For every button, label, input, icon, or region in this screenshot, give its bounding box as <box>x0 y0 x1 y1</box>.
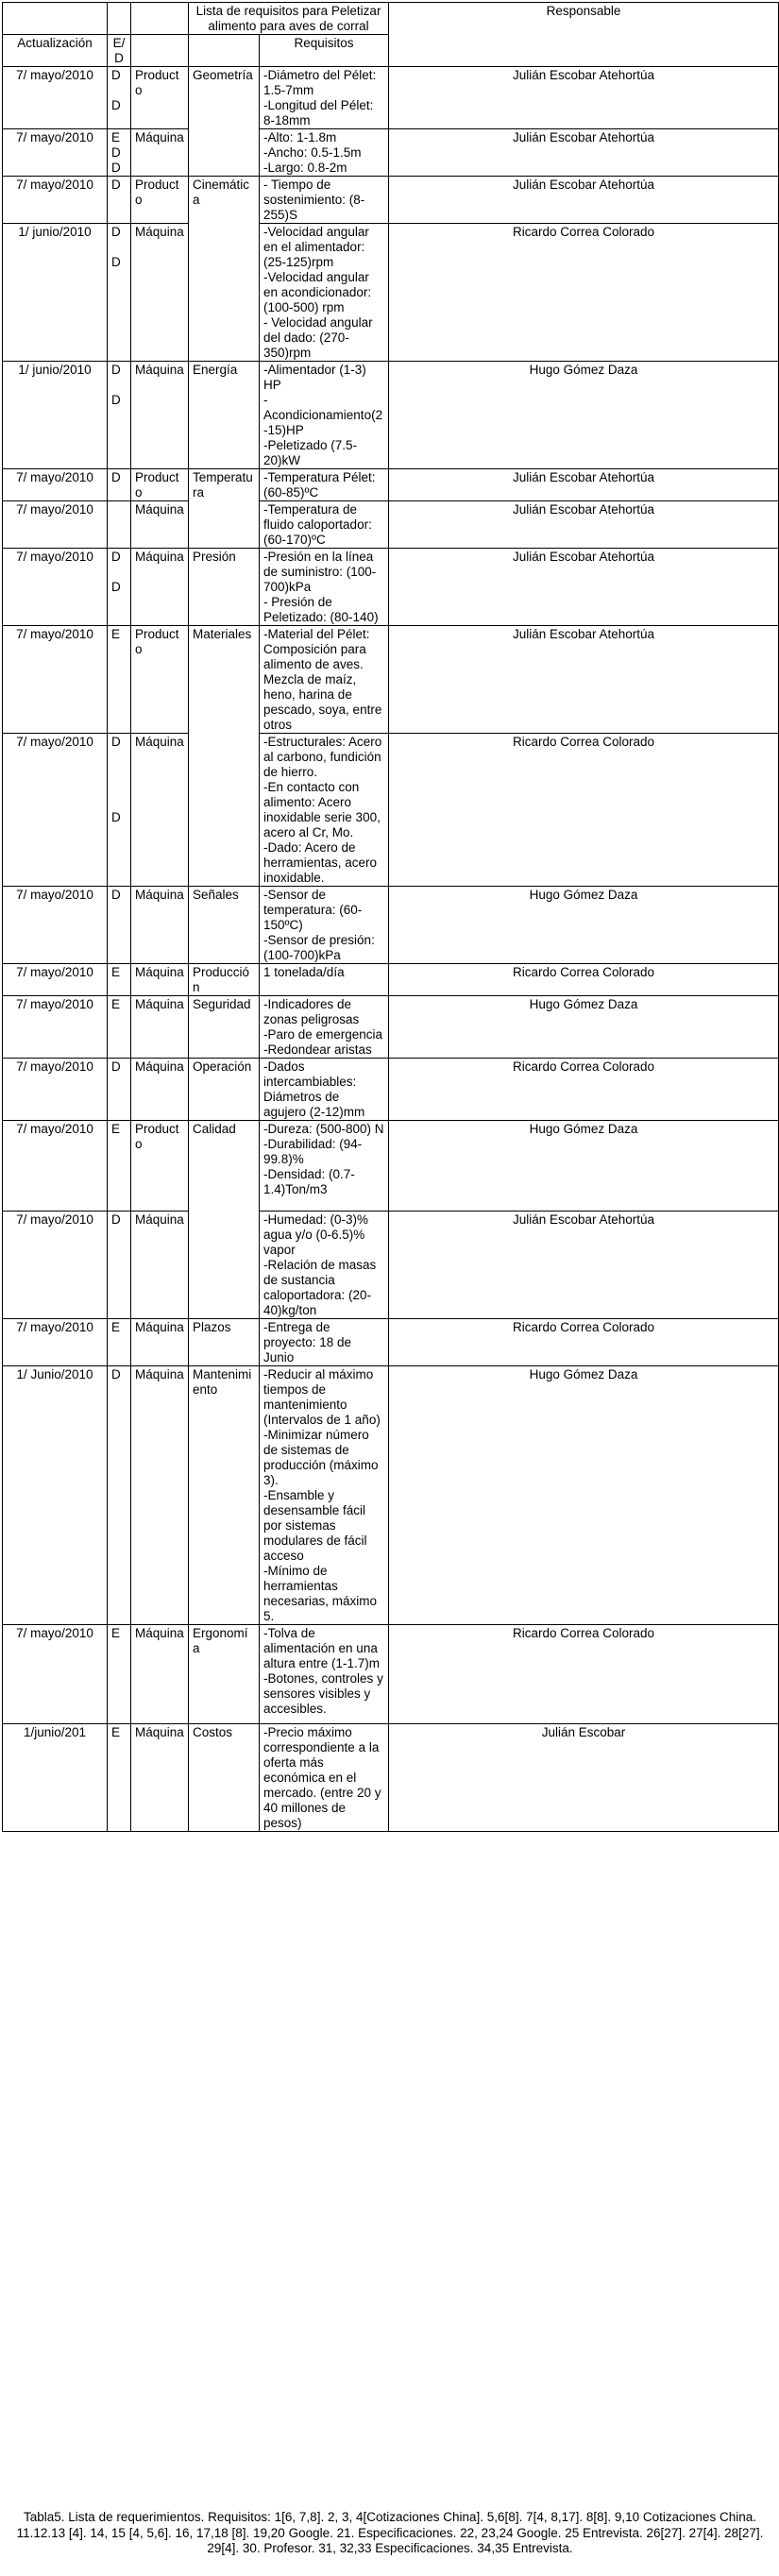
requisito-cell <box>260 1724 389 1832</box>
table-row <box>3 224 779 362</box>
categoria-cell: Mantenimiento <box>189 1366 260 1625</box>
requisito-line: -Dados intercambiables: Diámetros de agujero (2-12)mm <box>263 1059 365 1119</box>
ed-cell <box>108 1366 131 1625</box>
tipo-cell: Producto <box>131 626 189 734</box>
requisito-line: -Presión en la línea de suministro: (100-700)kPa <box>263 550 377 594</box>
actualizacion-cell: 7/ mayo/2010 <box>3 1121 108 1212</box>
categoria-cell: Ergonomía <box>189 1625 260 1724</box>
ed-value: D <box>111 888 121 902</box>
requisito-line: -Material del Pélet: Composición para alimento de aves. Mezcla de maíz, heno, harina de pescado, soya, entre otros <box>263 627 382 732</box>
responsable-cell: Hugo Gómez Daza <box>389 996 779 1059</box>
requisito-cell <box>260 964 389 996</box>
ed-value <box>111 565 127 580</box>
responsable-cell: Ricardo Correa Colorado <box>389 1059 779 1121</box>
requisito-line: -Alto: 1-1.8m <box>263 130 337 144</box>
header-row-1 <box>3 3 779 35</box>
requisito-line: -En contacto con alimento: Acero inoxidable serie 300, acero al Cr, Mo. <box>263 780 381 839</box>
ed-value: E <box>111 627 121 641</box>
table-row <box>3 734 779 887</box>
actualizacion-cell: 7/ mayo/2010 <box>3 734 108 887</box>
ed-cell <box>108 224 131 362</box>
requisito-line: -Precio máximo correspondiente a la oferta más económica en el mercado. (entre 20 y 40 millones de pesos) <box>263 1725 381 1830</box>
requisito-line: -Temperatura Pélet: (60-85)ºC <box>263 470 376 500</box>
requisito-line: -Entrega de proyecto: 18 de Junio <box>263 1320 352 1364</box>
requisito-line: -Velocidad angular en el alimentador: (25-125)rpm <box>263 225 369 269</box>
ed-cell <box>108 964 131 996</box>
requisito-line: -Dado: Acero de herramientas, acero inoxidable. <box>263 840 378 885</box>
requisito-cell <box>260 67 389 129</box>
requisito-line: -Largo: 0.8-2m <box>263 161 347 175</box>
tipo-cell: Máquina <box>131 501 189 549</box>
responsable-cell: Julián Escobar Atehortúa <box>389 549 779 626</box>
header-empty-cell <box>131 35 189 67</box>
ed-value: D <box>111 580 121 594</box>
tipo-cell: Máquina <box>131 224 189 362</box>
requisito-line: -Redondear aristas <box>263 1042 372 1057</box>
responsable-cell: Ricardo Correa Colorado <box>389 1625 779 1724</box>
ed-value <box>111 502 127 517</box>
tipo-cell: Máquina <box>131 887 189 964</box>
requisito-line: -Indicadores de zonas peligrosas <box>263 997 360 1026</box>
requisito-line: -Temperatura de fluido caloportador: (60-170)ºC <box>263 502 372 547</box>
table-row <box>3 177 779 224</box>
table-row <box>3 1724 779 1832</box>
ed-cell <box>108 996 131 1059</box>
responsable-cell: Julián Escobar Atehortúa <box>389 1212 779 1319</box>
table-row <box>3 1366 779 1625</box>
requisito-line: -Sensor de temperatura: (60-150ºC) <box>263 888 363 932</box>
ed-cell <box>108 1625 131 1724</box>
ed-value: D <box>111 735 121 749</box>
list-title: Lista de requisitos para Peletizar alimento para aves de corral <box>189 3 389 35</box>
requisito-cell <box>260 1319 389 1366</box>
requisito-cell <box>260 501 389 549</box>
requisito-cell <box>260 996 389 1059</box>
actualizacion-cell: 7/ mayo/2010 <box>3 129 108 177</box>
requisito-cell <box>260 1121 389 1212</box>
responsable-cell: Julián Escobar Atehortúa <box>389 67 779 129</box>
tipo-cell: Máquina <box>131 964 189 996</box>
actualizacion-cell: 1/ junio/2010 <box>3 362 108 469</box>
actualizacion-cell: 7/ mayo/2010 <box>3 1625 108 1724</box>
requisito-line: -Longitud del Pélet: 8-18mm <box>263 98 374 127</box>
ed-value <box>111 378 127 393</box>
ed-value: E <box>111 1122 121 1136</box>
header-empty-cell <box>189 35 260 67</box>
requisito-cell <box>260 1625 389 1724</box>
ed-value: D <box>111 810 121 824</box>
tipo-cell: Máquina <box>131 1212 189 1319</box>
ed-value <box>111 750 127 765</box>
ed-cell <box>108 1121 131 1212</box>
tipo-cell: Máquina <box>131 362 189 469</box>
tipo-cell: Máquina <box>131 1059 189 1121</box>
table-row <box>3 1319 779 1366</box>
table-row <box>3 501 779 549</box>
requisito-line: - Velocidad angular del dado: (270-350)rpm <box>263 315 373 360</box>
ed-cell <box>108 362 131 469</box>
ed-value <box>111 83 127 98</box>
tipo-cell: Producto <box>131 469 189 501</box>
responsable-cell: Julián Escobar Atehortúa <box>389 129 779 177</box>
requisito-line: -Botones, controles y sensores visibles y accesibles. <box>263 1671 383 1716</box>
table-row <box>3 1121 779 1212</box>
ed-value: E <box>111 1626 121 1640</box>
table-caption: Tabla5. Lista de requerimientos. Requisitos: 1[6, 7,8]. 2, 3, 4[Cotizaciones China]. 5,6[8]. 7[4, 8,17]. 8[8]. 9,10 Cotizaciones China. 11.12.13 [4]. 14, 15 [4, 5,6]. 16, 17,18 [8]. 19,20 Google. 21. Especificaciones. 22, 23,24 Google. 25 Entrevista. 26[27]. 27[4]. 28[27]. 29[4]. 30. Profesor. 31, 32,33 Especificaciones. 34,35 Entrevista. <box>16 2510 764 2555</box>
requisito-line: -Dureza: (500-800) N <box>263 1122 384 1136</box>
requisito-line: -Densidad: (0.7-1.4)Ton/m3 <box>263 1167 355 1196</box>
ed-cell <box>108 177 131 224</box>
categoria-cell: Señales <box>189 887 260 964</box>
requisito-line: -Relación de masas de sustancia caloportadora: (20-40)kg/ton <box>263 1258 377 1317</box>
requisito-line: -Velocidad angular en acondicionador: (100-500) rpm <box>263 270 372 314</box>
ed-cell <box>108 1059 131 1121</box>
header-empty-cell <box>108 3 131 35</box>
requisito-line: -Acondicionamiento(2-15)HP <box>263 393 383 437</box>
categoria-cell: Producción <box>189 964 260 996</box>
actualizacion-cell: 7/ mayo/2010 <box>3 1212 108 1319</box>
responsable-cell: Julián Escobar Atehortúa <box>389 177 779 224</box>
requisito-line: -Estructurales: Acero al carbono, fundición de hierro. <box>263 735 382 779</box>
requisito-cell <box>260 1212 389 1319</box>
actualizacion-cell: 7/ mayo/2010 <box>3 177 108 224</box>
actualizacion-cell: 7/ mayo/2010 <box>3 67 108 129</box>
requisito-cell <box>260 1366 389 1625</box>
table-row <box>3 996 779 1059</box>
tipo-cell: Producto <box>131 1121 189 1212</box>
categoria-cell: Seguridad <box>189 996 260 1059</box>
ed-value: E <box>111 1320 121 1334</box>
tipo-cell: Producto <box>131 177 189 224</box>
ed-cell <box>108 1724 131 1832</box>
table-row <box>3 67 779 129</box>
requisito-line: - Tiempo de sostenimiento: (8-255)S <box>263 178 365 222</box>
categoria-cell: Materiales <box>189 626 260 887</box>
requisito-line: - Presión de Peletizado: (80-140) <box>263 595 379 624</box>
requisito-cell <box>260 887 389 964</box>
ed-value <box>111 765 127 780</box>
requisito-line: -Paro de emergencia <box>263 1027 383 1042</box>
actualizacion-cell: 7/ mayo/2010 <box>3 1319 108 1366</box>
actualizacion-cell: 7/ mayo/2010 <box>3 549 108 626</box>
responsable-cell: Ricardo Correa Colorado <box>389 964 779 996</box>
tipo-cell: Máquina <box>131 734 189 887</box>
tipo-cell: Máquina <box>131 1625 189 1724</box>
table-row <box>3 1625 779 1724</box>
requisito-line: -Humedad: (0-3)% agua y/o (0-6.5)% vapor <box>263 1212 369 1257</box>
ed-value: D <box>111 68 121 82</box>
actualizacion-cell: 7/ mayo/2010 <box>3 964 108 996</box>
ed-cell <box>108 1212 131 1319</box>
requisito-cell <box>260 549 389 626</box>
ed-value: D <box>111 470 121 484</box>
categoria-cell: Plazos <box>189 1319 260 1366</box>
actualizacion-cell: 1/junio/201 <box>3 1724 108 1832</box>
table-row <box>3 887 779 964</box>
ed-value: D <box>111 363 121 377</box>
ed-value: E <box>111 130 121 144</box>
categoria-cell: Presión <box>189 549 260 626</box>
ed-value: D <box>111 178 121 192</box>
categoria-cell: Costos <box>189 1724 260 1832</box>
ed-value: E <box>111 1725 121 1739</box>
ed-cell <box>108 67 131 129</box>
actualizacion-cell: 7/ mayo/2010 <box>3 501 108 549</box>
ed-value: D <box>111 393 121 407</box>
ed-value: D <box>111 550 121 564</box>
ed-value: D <box>111 255 121 269</box>
ed-cell <box>108 626 131 734</box>
ed-cell <box>108 734 131 887</box>
ed-cell <box>108 887 131 964</box>
categoria-cell: Energía <box>189 362 260 469</box>
ed-value: D <box>111 98 121 112</box>
requisito-line: -Peletizado (7.5-20)kW <box>263 438 358 467</box>
ed-value: D <box>111 161 121 175</box>
table-row <box>3 549 779 626</box>
categoria-cell: Operación <box>189 1059 260 1121</box>
responsable-cell: Hugo Gómez Daza <box>389 1366 779 1625</box>
ed-value: D <box>111 145 121 160</box>
requisito-cell <box>260 1059 389 1121</box>
ed-value: D <box>111 1367 121 1381</box>
requisito-line: -Mínimo de herramientas necesarias, máximo 5. <box>263 1564 378 1623</box>
responsable-cell: Julián Escobar Atehortúa <box>389 501 779 549</box>
table-body <box>3 3 779 1832</box>
table-row <box>3 129 779 177</box>
requisito-line: -Ensamble y desensamble fácil por sistemas modulares de fácil acceso <box>263 1488 367 1563</box>
tipo-cell: Máquina <box>131 1724 189 1832</box>
requisito-line: -Sensor de presión: (100-700)kPa <box>263 933 375 962</box>
actualizacion-cell: 7/ mayo/2010 <box>3 887 108 964</box>
ed-cell <box>108 1319 131 1366</box>
responsable-cell: Julián Escobar Atehortúa <box>389 626 779 734</box>
categoria-cell: Cinemática <box>189 177 260 362</box>
table-row <box>3 964 779 996</box>
categoria-cell: Geometría <box>189 67 260 177</box>
responsable-cell: Ricardo Correa Colorado <box>389 734 779 887</box>
requisito-line: -Diámetro del Pélet: 1.5-7mm <box>263 68 377 97</box>
actualizacion-header: Actualización <box>3 35 108 67</box>
actualizacion-cell: 1/ Junio/2010 <box>3 1366 108 1625</box>
ed-cell <box>108 549 131 626</box>
ed-value: E <box>111 965 121 979</box>
responsable-cell: Ricardo Correa Colorado <box>389 1319 779 1366</box>
requisito-line: 1 tonelada/día <box>263 965 345 979</box>
requisito-cell <box>260 362 389 469</box>
actualizacion-cell: 1/ junio/2010 <box>3 224 108 362</box>
ed-cell <box>108 469 131 501</box>
table-row <box>3 626 779 734</box>
actualizacion-cell: 7/ mayo/2010 <box>3 1059 108 1121</box>
requisito-cell <box>260 177 389 224</box>
responsable-cell: Ricardo Correa Colorado <box>389 224 779 362</box>
categoria-cell: Calidad <box>189 1121 260 1319</box>
requisitos-header: Requisitos <box>260 35 389 67</box>
ed-value: D <box>111 1059 121 1074</box>
categoria-cell: Temperatura <box>189 469 260 549</box>
requisito-line: -Durabilidad: (94-99.8)% <box>263 1137 363 1166</box>
table-row <box>3 469 779 501</box>
table-row <box>3 1059 779 1121</box>
requisito-cell <box>260 224 389 362</box>
requisito-cell <box>260 469 389 501</box>
requisito-line: -Ancho: 0.5-1.5m <box>263 145 362 160</box>
ed-cell <box>108 129 131 177</box>
header-empty-cell <box>131 3 189 35</box>
tipo-cell: Máquina <box>131 129 189 177</box>
requisito-line: -Minimizar número de sistemas de producción (máximo 3). <box>263 1428 379 1487</box>
actualizacion-cell: 7/ mayo/2010 <box>3 469 108 501</box>
responsable-cell: Hugo Gómez Daza <box>389 887 779 964</box>
actualizacion-cell: 7/ mayo/2010 <box>3 626 108 734</box>
ed-value <box>111 795 127 810</box>
ed-value: D <box>111 1212 121 1227</box>
ed-value: D <box>111 225 121 239</box>
responsable-cell: Hugo Gómez Daza <box>389 1121 779 1212</box>
header-empty-cell <box>3 3 108 35</box>
responsable-header: Responsable <box>389 3 779 67</box>
requisito-line: -Alimentador (1-3) HP <box>263 363 366 392</box>
tipo-cell: Máquina <box>131 1319 189 1366</box>
requisito-cell <box>260 734 389 887</box>
requisito-cell <box>260 129 389 177</box>
ed-cell <box>108 501 131 549</box>
tipo-cell: Máquina <box>131 549 189 626</box>
responsable-cell: Julián Escobar Atehortúa <box>389 469 779 501</box>
requisito-line: -Tolva de alimentación en una altura entre (1-1.7)m <box>263 1626 381 1670</box>
responsable-cell: Hugo Gómez Daza <box>389 362 779 469</box>
tipo-cell: Producto <box>131 67 189 129</box>
table-row <box>3 362 779 469</box>
actualizacion-cell: 7/ mayo/2010 <box>3 996 108 1059</box>
table-row <box>3 1212 779 1319</box>
ed-value: E <box>111 997 121 1011</box>
tipo-cell: Máquina <box>131 1366 189 1625</box>
requisito-line: -Reducir al máximo tiempos de mantenimiento (Intervalos de 1 año) <box>263 1367 381 1427</box>
responsable-cell: Julián Escobar <box>389 1724 779 1832</box>
ed-value <box>111 240 127 255</box>
ed-header: E/ D <box>108 35 131 67</box>
requirements-table <box>2 2 779 1832</box>
tipo-cell: Máquina <box>131 996 189 1059</box>
requisito-cell <box>260 626 389 734</box>
ed-value <box>111 780 127 795</box>
